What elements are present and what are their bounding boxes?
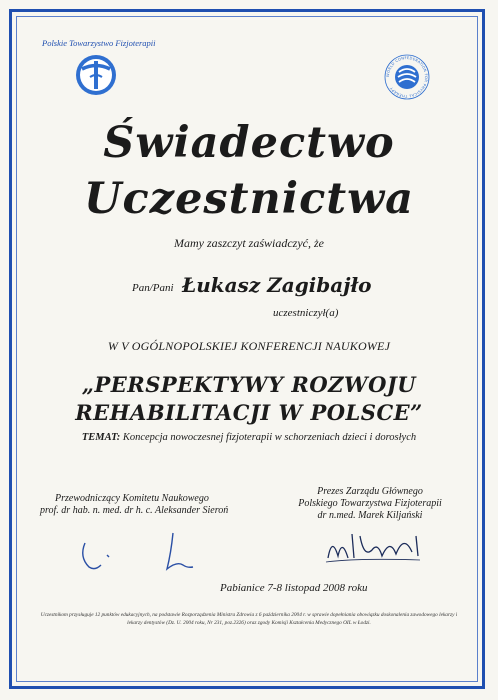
subtitle: Mamy zaszczyt zaświadczyć, że: [174, 236, 324, 250]
ptf-logo-icon: [68, 53, 124, 97]
recipient-prefix: Pan/Pani: [132, 282, 174, 294]
organization-name: Polskie Towarzystwo Fizjoterapii: [42, 38, 156, 48]
place-and-date: Pabianice 7-8 listopad 2008 roku: [220, 582, 368, 594]
topic-line-2: REHABILITACJI W POLSCE”: [75, 400, 423, 425]
wcpt-logo-label: WORLD CONFEDERATION FOR PHYSICAL THERAPY: [385, 55, 429, 99]
left-signatory-role: Przewodniczący Komitetu Naukowego: [55, 493, 209, 504]
right-signatory-name: dr n.med. Marek Kiljański: [317, 510, 423, 521]
title-line-1: Świadectwo: [103, 118, 395, 168]
right-signature: [320, 528, 440, 568]
title-line-2: Uczestnictwa: [83, 174, 415, 224]
topic-line-1: „PERSPEKTYWY ROZWOJU: [81, 372, 417, 397]
right-signatory-role-1: Prezes Zarządu Głównego: [317, 486, 423, 497]
recipient-name: Łukasz Zagibajło: [182, 273, 372, 297]
wcpt-logo-icon: [384, 54, 430, 100]
conference-name: W V OGÓLNOPOLSKIEJ KONFERENCJI NAUKOWEJ: [107, 339, 391, 353]
participation-text: uczestniczył(a): [273, 307, 339, 319]
footnote: Uczestnikom przysługuje 12 punktów edukacyjnych, na podstawie Rozporządzenia Ministra Zdrowia z 6 października 2004 r. w sprawie dopełniania obowiązku doskonalenia zawodowego lekarzy i lekarzy dentystów (Dz. U. 2004 roku, Nr 231, poz.2326) oraz zgody Komisji Kształcenia Medycznego OIL w Łodzi.: [40, 612, 458, 626]
theme: [0, 432, 498, 443]
theme-label: TEMAT:: [81, 432, 121, 443]
left-signature: [55, 525, 205, 575]
theme-text: Koncepcja nowoczesnej fizjoterapii w schorzeniach dzieci i dorosłych: [120, 432, 417, 443]
left-signatory-name: prof. dr hab. n. med. dr h. c. Aleksander Sieroń: [40, 505, 229, 516]
right-signatory-role-2: Polskiego Towarzystwa Fizjoterapii: [298, 498, 442, 509]
